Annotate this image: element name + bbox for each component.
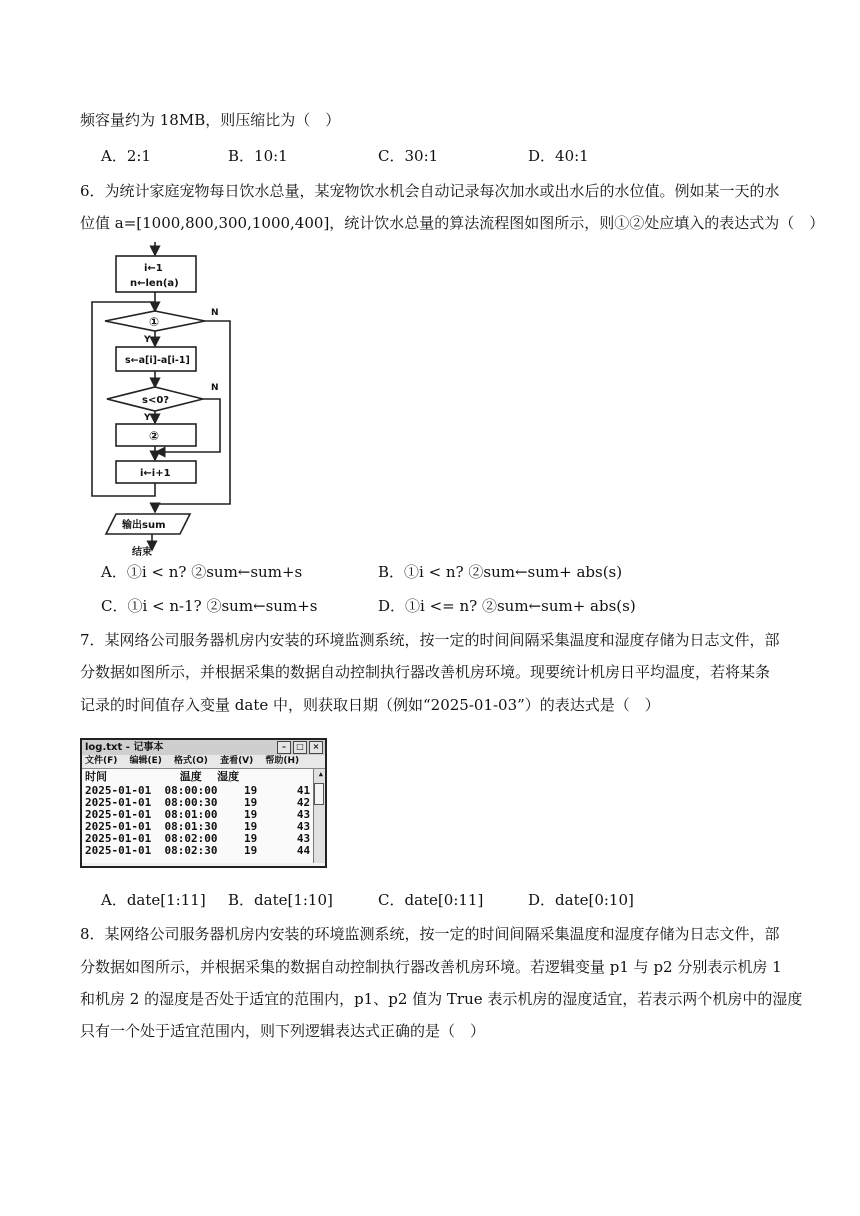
flow-assign: s←a[i]-a[i-1] — [125, 355, 190, 366]
flow-end: 结束 — [132, 547, 152, 558]
q5-option-c: C．30:1 — [378, 147, 439, 165]
q6-text-line1: 6．为统计家庭宠物每日饮水总量，某宠物饮水机会自动记录每次加水或出水后的水位值。例如某一天的水 — [80, 182, 780, 200]
q6-option-c: C．①i < n-1? ②sum←sum+s — [101, 597, 318, 615]
flow-cond2: s<0? — [142, 395, 170, 406]
flow-output: 输出sum — [122, 520, 166, 531]
flow-init1: i←1 — [144, 263, 163, 274]
scrollbar-thumb[interactable] — [314, 783, 324, 805]
q7-text-line1: 7．某网络公司服务器机房内安装的环境监测系统，按一定的时间间隔采集温度和湿度存储为日志文件，部 — [80, 631, 780, 649]
q7-text-line2: 分数据如图所示，并根据采集的数据自动控制执行器改善机房环境。现要统计机房日平均温度，若将某条 — [80, 663, 771, 681]
flow-no-label-1: N — [211, 308, 219, 318]
minimize-icon[interactable]: – — [277, 741, 291, 754]
q6-option-d: D．①i <= n? ②sum←sum+ abs(s) — [378, 597, 636, 615]
log-row: 2025-01-01 08:01:00 19 43 — [85, 808, 311, 821]
flow-box2: ② — [149, 429, 160, 443]
maximize-icon[interactable]: □ — [293, 741, 307, 754]
menu-help[interactable]: 帮助(H) — [265, 756, 300, 766]
notepad-menubar — [82, 755, 325, 769]
q5-option-a: A．2:1 — [101, 147, 151, 165]
q7-text-line3: 记录的时间值存入变量 date 中，则获取日期（例如“2025-01-03”）的表达式是（ ） — [80, 696, 660, 714]
q7-option-a: A．date[1:11] — [101, 891, 206, 909]
algorithm-flowchart — [80, 238, 250, 558]
q5-option-d: D．40:1 — [528, 147, 589, 165]
q7-option-d: D．date[0:10] — [528, 891, 634, 909]
log-row: 2025-01-01 08:02:00 19 43 — [85, 832, 311, 845]
notepad-title: log.txt - 记事本 — [85, 742, 164, 753]
q8-text-line2: 分数据如图所示，并根据采集的数据自动控制执行器改善机房环境。若逻辑变量 p1 与 p2 分别表示机房 1 — [80, 958, 782, 976]
log-row: 2025-01-01 08:00:30 19 42 — [85, 796, 311, 809]
log-header: 时间 温度 湿度 — [85, 770, 240, 783]
log-row: 2025-01-01 08:01:30 19 43 — [85, 820, 311, 833]
flow-yes-label-2: Y — [144, 413, 151, 423]
q8-text-line1: 8．某网络公司服务器机房内安装的环境监测系统，按一定的时间间隔采集温度和湿度存储为日志文件，部 — [80, 925, 780, 943]
vertical-scrollbar[interactable] — [313, 769, 325, 863]
q8-text-line3: 和机房 2 的湿度是否处于适宜的范围内，p1、p2 值为 True 表示机房的湿度适宜，若表示两个机房中的湿度 — [80, 990, 803, 1008]
menu-format[interactable]: 格式(O) — [174, 756, 208, 766]
flow-init2: n←len(a) — [130, 278, 179, 289]
log-row: 2025-01-01 08:02:30 19 44 — [85, 844, 311, 857]
q5-option-b: B．10:1 — [228, 147, 288, 165]
scroll-up-icon[interactable]: ▲ — [318, 770, 323, 778]
flow-no-label-2: N — [211, 383, 219, 393]
q8-text-line4: 只有一个处于适宜范围内，则下列逻辑表达式正确的是（ ） — [80, 1022, 486, 1040]
notepad-titlebar — [82, 740, 325, 755]
notepad-text-area[interactable] — [82, 769, 325, 863]
q7-option-b: B．date[1:10] — [228, 891, 333, 909]
q6-option-b: B．①i < n? ②sum←sum+ abs(s) — [378, 563, 623, 581]
flow-cond1: ① — [149, 315, 160, 329]
flow-yes-label-1: Y — [144, 335, 151, 345]
menu-view[interactable]: 查看(V) — [220, 756, 254, 766]
close-icon[interactable]: × — [309, 741, 323, 754]
q7-option-c: C．date[0:11] — [378, 891, 484, 909]
notepad-window — [80, 738, 327, 868]
q5-text: 频容量约为 18MB，则压缩比为（ ） — [80, 111, 341, 129]
q6-text-line2: 位值 a=[1000,800,300,1000,400]，统计饮水总量的算法流程图如图所示，则①②处应填入的表达式为（ ） — [80, 214, 825, 232]
flow-incr: i←i+1 — [140, 468, 171, 479]
menu-edit[interactable]: 编辑(E) — [129, 756, 162, 766]
q6-option-a: A．①i < n? ②sum←sum+s — [101, 563, 303, 581]
log-row: 2025-01-01 08:00:00 19 41 — [85, 784, 311, 797]
menu-file[interactable]: 文件(F) — [85, 756, 118, 766]
